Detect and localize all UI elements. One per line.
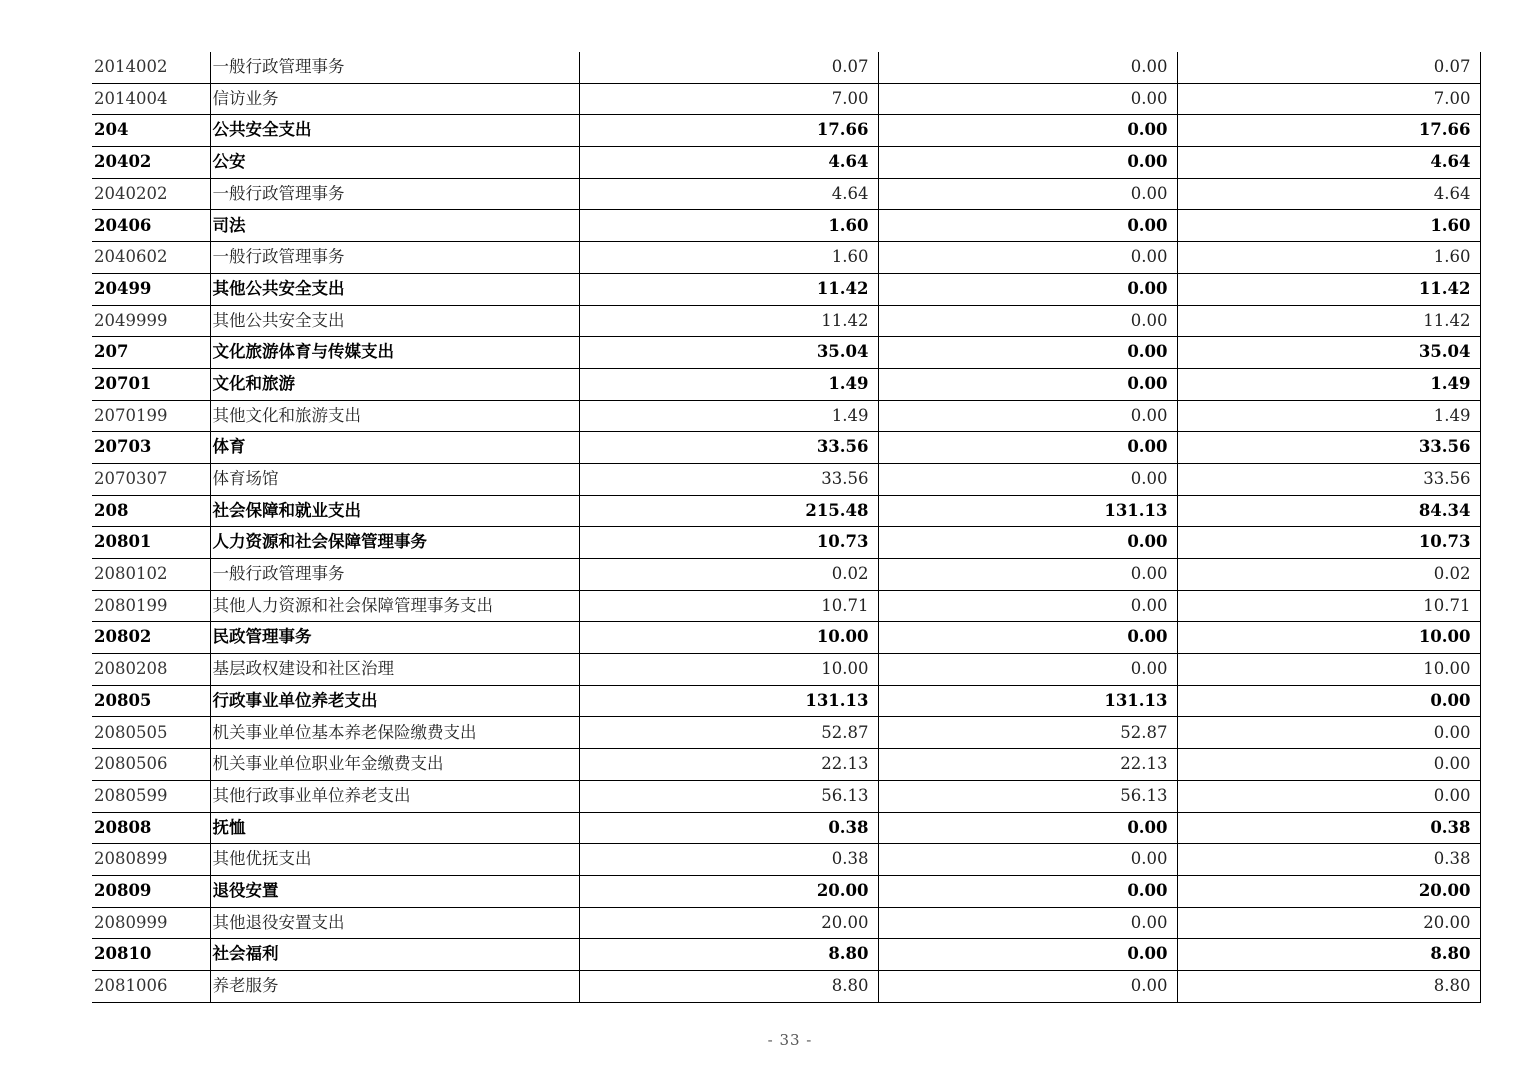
project-expenditure-cell: 4.64 — [1177, 147, 1480, 179]
name-cell: 一般行政管理事务 — [210, 559, 579, 591]
basic-expenditure-cell: 0.00 — [878, 242, 1177, 274]
table-row — [92, 622, 1480, 654]
code-cell: 2070307 — [92, 463, 210, 495]
project-expenditure-cell: 33.56 — [1177, 463, 1480, 495]
code-cell: 2080208 — [92, 654, 210, 686]
name-cell: 社会福利 — [210, 939, 579, 971]
project-expenditure-cell: 0.00 — [1177, 780, 1480, 812]
name-cell: 其他退役安置支出 — [210, 907, 579, 939]
project-expenditure-cell: 7.00 — [1177, 83, 1480, 115]
table-row — [92, 147, 1480, 179]
code-cell: 2081006 — [92, 970, 210, 1002]
basic-expenditure-cell: 0.00 — [878, 622, 1177, 654]
total-cell: 1.49 — [579, 400, 878, 432]
basic-expenditure-cell: 0.00 — [878, 52, 1177, 83]
table-row — [92, 590, 1480, 622]
project-expenditure-cell: 0.00 — [1177, 749, 1480, 781]
total-cell: 0.38 — [579, 844, 878, 876]
name-cell: 机关事业单位基本养老保险缴费支出 — [210, 717, 579, 749]
basic-expenditure-cell: 0.00 — [878, 273, 1177, 305]
basic-expenditure-cell: 0.00 — [878, 875, 1177, 907]
basic-expenditure-cell: 0.00 — [878, 83, 1177, 115]
code-cell: 20802 — [92, 622, 210, 654]
total-cell: 35.04 — [579, 337, 878, 369]
project-expenditure-cell: 17.66 — [1177, 115, 1480, 147]
table-row — [92, 210, 1480, 242]
total-cell: 10.73 — [579, 527, 878, 559]
project-expenditure-cell: 0.07 — [1177, 52, 1480, 83]
name-cell: 行政事业单位养老支出 — [210, 685, 579, 717]
project-expenditure-cell: 84.34 — [1177, 495, 1480, 527]
basic-expenditure-cell: 52.87 — [878, 717, 1177, 749]
total-cell: 8.80 — [579, 939, 878, 971]
code-cell: 207 — [92, 337, 210, 369]
total-cell: 20.00 — [579, 907, 878, 939]
name-cell: 抚恤 — [210, 812, 579, 844]
total-cell: 56.13 — [579, 780, 878, 812]
code-cell: 20808 — [92, 812, 210, 844]
code-cell: 20703 — [92, 432, 210, 464]
code-cell: 20402 — [92, 147, 210, 179]
code-cell: 2070199 — [92, 400, 210, 432]
table-row — [92, 52, 1480, 83]
code-cell: 20805 — [92, 685, 210, 717]
basic-expenditure-cell: 0.00 — [878, 115, 1177, 147]
name-cell: 体育 — [210, 432, 579, 464]
table-row — [92, 559, 1480, 591]
code-cell: 2080506 — [92, 749, 210, 781]
code-cell: 20701 — [92, 368, 210, 400]
project-expenditure-cell: 0.38 — [1177, 812, 1480, 844]
name-cell: 其他人力资源和社会保障管理事务支出 — [210, 590, 579, 622]
table-row — [92, 780, 1480, 812]
project-expenditure-cell: 10.71 — [1177, 590, 1480, 622]
table-row — [92, 242, 1480, 274]
name-cell: 其他文化和旅游支出 — [210, 400, 579, 432]
table-row — [92, 685, 1480, 717]
basic-expenditure-cell: 0.00 — [878, 590, 1177, 622]
code-cell: 20499 — [92, 273, 210, 305]
table-row — [92, 463, 1480, 495]
name-cell: 公共安全支出 — [210, 115, 579, 147]
total-cell: 215.48 — [579, 495, 878, 527]
basic-expenditure-cell: 131.13 — [878, 685, 1177, 717]
project-expenditure-cell: 1.60 — [1177, 210, 1480, 242]
basic-expenditure-cell: 0.00 — [878, 463, 1177, 495]
basic-expenditure-cell: 0.00 — [878, 147, 1177, 179]
total-cell: 4.64 — [579, 178, 878, 210]
basic-expenditure-cell: 0.00 — [878, 654, 1177, 686]
project-expenditure-cell: 20.00 — [1177, 907, 1480, 939]
basic-expenditure-cell: 0.00 — [878, 368, 1177, 400]
project-expenditure-cell: 10.73 — [1177, 527, 1480, 559]
code-cell: 2080599 — [92, 780, 210, 812]
budget-table — [92, 52, 1481, 1003]
table-row — [92, 83, 1480, 115]
table-row — [92, 273, 1480, 305]
basic-expenditure-cell: 0.00 — [878, 305, 1177, 337]
total-cell: 4.64 — [579, 147, 878, 179]
basic-expenditure-cell: 0.00 — [878, 559, 1177, 591]
basic-expenditure-cell: 131.13 — [878, 495, 1177, 527]
table-row — [92, 115, 1480, 147]
basic-expenditure-cell: 0.00 — [878, 812, 1177, 844]
name-cell: 其他优抚支出 — [210, 844, 579, 876]
table-row — [92, 844, 1480, 876]
name-cell: 公安 — [210, 147, 579, 179]
project-expenditure-cell: 10.00 — [1177, 654, 1480, 686]
name-cell: 一般行政管理事务 — [210, 178, 579, 210]
total-cell: 11.42 — [579, 273, 878, 305]
total-cell: 52.87 — [579, 717, 878, 749]
project-expenditure-cell: 11.42 — [1177, 273, 1480, 305]
project-expenditure-cell: 0.38 — [1177, 844, 1480, 876]
total-cell: 1.49 — [579, 368, 878, 400]
table-body — [92, 52, 1480, 1002]
project-expenditure-cell: 4.64 — [1177, 178, 1480, 210]
project-expenditure-cell: 0.00 — [1177, 717, 1480, 749]
name-cell: 信访业务 — [210, 83, 579, 115]
total-cell: 20.00 — [579, 875, 878, 907]
project-expenditure-cell: 11.42 — [1177, 305, 1480, 337]
total-cell: 22.13 — [579, 749, 878, 781]
project-expenditure-cell: 1.49 — [1177, 368, 1480, 400]
code-cell: 20809 — [92, 875, 210, 907]
table-row — [92, 178, 1480, 210]
total-cell: 10.71 — [579, 590, 878, 622]
total-cell: 0.38 — [579, 812, 878, 844]
basic-expenditure-cell: 22.13 — [878, 749, 1177, 781]
code-cell: 20406 — [92, 210, 210, 242]
code-cell: 2080999 — [92, 907, 210, 939]
total-cell: 33.56 — [579, 463, 878, 495]
project-expenditure-cell: 35.04 — [1177, 337, 1480, 369]
name-cell: 机关事业单位职业年金缴费支出 — [210, 749, 579, 781]
name-cell: 其他公共安全支出 — [210, 273, 579, 305]
total-cell: 1.60 — [579, 210, 878, 242]
code-cell: 2014004 — [92, 83, 210, 115]
table-row — [92, 337, 1480, 369]
name-cell: 基层政权建设和社区治理 — [210, 654, 579, 686]
table-row — [92, 432, 1480, 464]
code-cell: 2080505 — [92, 717, 210, 749]
total-cell: 0.02 — [579, 559, 878, 591]
name-cell: 文化旅游体育与传媒支出 — [210, 337, 579, 369]
name-cell: 文化和旅游 — [210, 368, 579, 400]
code-cell: 2080199 — [92, 590, 210, 622]
name-cell: 一般行政管理事务 — [210, 52, 579, 83]
table-row — [92, 368, 1480, 400]
table-row — [92, 939, 1480, 971]
code-cell: 2014002 — [92, 52, 210, 83]
project-expenditure-cell: 20.00 — [1177, 875, 1480, 907]
total-cell: 7.00 — [579, 83, 878, 115]
project-expenditure-cell: 8.80 — [1177, 970, 1480, 1002]
project-expenditure-cell: 8.80 — [1177, 939, 1480, 971]
total-cell: 11.42 — [579, 305, 878, 337]
name-cell: 其他行政事业单位养老支出 — [210, 780, 579, 812]
code-cell: 2080102 — [92, 559, 210, 591]
total-cell: 0.07 — [579, 52, 878, 83]
total-cell: 1.60 — [579, 242, 878, 274]
total-cell: 10.00 — [579, 654, 878, 686]
name-cell: 人力资源和社会保障管理事务 — [210, 527, 579, 559]
total-cell: 131.13 — [579, 685, 878, 717]
basic-expenditure-cell: 0.00 — [878, 210, 1177, 242]
total-cell: 10.00 — [579, 622, 878, 654]
project-expenditure-cell: 33.56 — [1177, 432, 1480, 464]
name-cell: 其他公共安全支出 — [210, 305, 579, 337]
name-cell: 体育场馆 — [210, 463, 579, 495]
code-cell: 2040602 — [92, 242, 210, 274]
total-cell: 33.56 — [579, 432, 878, 464]
table-row — [92, 907, 1480, 939]
project-expenditure-cell: 1.49 — [1177, 400, 1480, 432]
table-row — [92, 970, 1480, 1002]
table-row — [92, 749, 1480, 781]
project-expenditure-cell: 1.60 — [1177, 242, 1480, 274]
code-cell: 20810 — [92, 939, 210, 971]
project-expenditure-cell: 10.00 — [1177, 622, 1480, 654]
code-cell: 2049999 — [92, 305, 210, 337]
code-cell: 20801 — [92, 527, 210, 559]
name-cell: 社会保障和就业支出 — [210, 495, 579, 527]
project-expenditure-cell: 0.00 — [1177, 685, 1480, 717]
basic-expenditure-cell: 0.00 — [878, 337, 1177, 369]
code-cell: 208 — [92, 495, 210, 527]
table-row — [92, 305, 1480, 337]
code-cell: 2040202 — [92, 178, 210, 210]
table-row — [92, 654, 1480, 686]
name-cell: 退役安置 — [210, 875, 579, 907]
basic-expenditure-cell: 0.00 — [878, 844, 1177, 876]
code-cell: 204 — [92, 115, 210, 147]
code-cell: 2080899 — [92, 844, 210, 876]
project-expenditure-cell: 0.02 — [1177, 559, 1480, 591]
basic-expenditure-cell: 0.00 — [878, 527, 1177, 559]
basic-expenditure-cell: 0.00 — [878, 400, 1177, 432]
page-number: - 33 - — [767, 1031, 813, 1049]
table-row — [92, 717, 1480, 749]
name-cell: 民政管理事务 — [210, 622, 579, 654]
total-cell: 8.80 — [579, 970, 878, 1002]
basic-expenditure-cell: 56.13 — [878, 780, 1177, 812]
basic-expenditure-cell: 0.00 — [878, 939, 1177, 971]
name-cell: 司法 — [210, 210, 579, 242]
basic-expenditure-cell: 0.00 — [878, 907, 1177, 939]
table-row — [92, 527, 1480, 559]
name-cell: 养老服务 — [210, 970, 579, 1002]
table-row — [92, 875, 1480, 907]
basic-expenditure-cell: 0.00 — [878, 432, 1177, 464]
basic-expenditure-cell: 0.00 — [878, 970, 1177, 1002]
table-row — [92, 812, 1480, 844]
name-cell: 一般行政管理事务 — [210, 242, 579, 274]
total-cell: 17.66 — [579, 115, 878, 147]
table-row — [92, 400, 1480, 432]
table-row — [92, 495, 1480, 527]
basic-expenditure-cell: 0.00 — [878, 178, 1177, 210]
